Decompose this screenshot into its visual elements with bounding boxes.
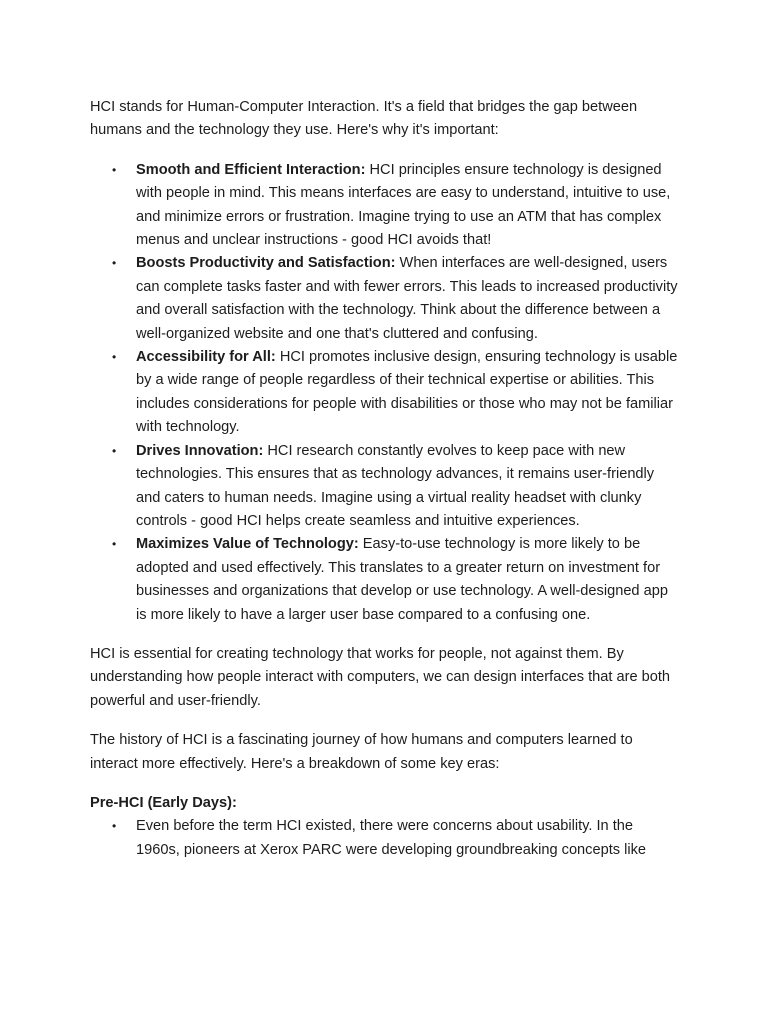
list-item-text: Even before the term HCI existed, there were concerns about usability. In the 1960s, pioneers at Xerox PARC were developing groundbreaking concepts like [136,818,647,858]
list-item-title: Accessibility for All: [136,349,276,366]
list-item-text: HCI research constantly evolves to keep pace with new technologies. This ensures that as technology advances, it remains user-friendly and caters to human needs. Imagine using a virtual reality headset with clunky controls - good HCI helps create seamless and intuitive experiences. [136,442,655,529]
list-item-title: Drives Innovation: [136,442,264,459]
list-item-text: When interfaces are well-designed, users can complete tasks faster and with fewer errors. This leads to increased productivity and overall satisfaction with the technology. Think about the difference between a well-organized website and one that's cluttered and confusing. [136,255,678,342]
importance-list [90,159,680,627]
list-item [112,159,680,253]
bullet-icon: • [112,819,117,834]
conclusion-paragraph: HCI is essential for creating technology that works for people, not against them. By understanding how people interact with computers, we can design interfaces that are both powerful and user-friendly. [90,645,671,709]
bullet-icon: • [112,443,117,458]
intro-paragraph: HCI stands for Human-Computer Interaction. It's a field that bridges the gap between humans and the technology they use. Here's why it's important: [90,99,638,139]
list-item [112,252,680,346]
list-item-text: HCI promotes inclusive design, ensuring technology is usable by a wide range of people regardless of their technical expertise or abilities. This includes considerations for people with disabilities or those who may not be familiar with technology. [136,349,678,436]
list-item-title: Boosts Productivity and Satisfaction: [136,255,396,272]
list-item-title: Maximizes Value of Technology: [136,536,359,553]
list-item-title: Smooth and Efficient Interaction: [136,161,366,178]
list-item [112,440,680,534]
list-item [112,815,680,862]
list-item [112,346,680,440]
section-heading: Pre-HCI (Early Days): [90,794,237,811]
document-page [90,96,680,862]
history-list [90,815,680,862]
bullet-icon: • [112,162,117,177]
bullet-icon: • [112,256,117,271]
bullet-icon: • [112,350,117,365]
list-item-text: HCI principles ensure technology is designed with people in mind. This means interfaces are easy to understand, intuitive to use, and minimize errors or frustration. Imagine trying to use an ATM that has complex menus and unclear instructions - good HCI avoids that! [136,161,671,249]
list-item-text: Easy-to-use technology is more likely to be adopted and used effectively. This translates to a greater return on investment for businesses and organizations that develop or use technology. A well-designed app is more likely to have a larger user base compared to a confusing one. [136,536,668,623]
bullet-icon: • [112,537,117,552]
list-item [112,533,680,627]
history-intro-paragraph: The history of HCI is a fascinating journey of how humans and computers learned to interact more effectively. Here's a breakdown of some key eras: [90,732,633,772]
